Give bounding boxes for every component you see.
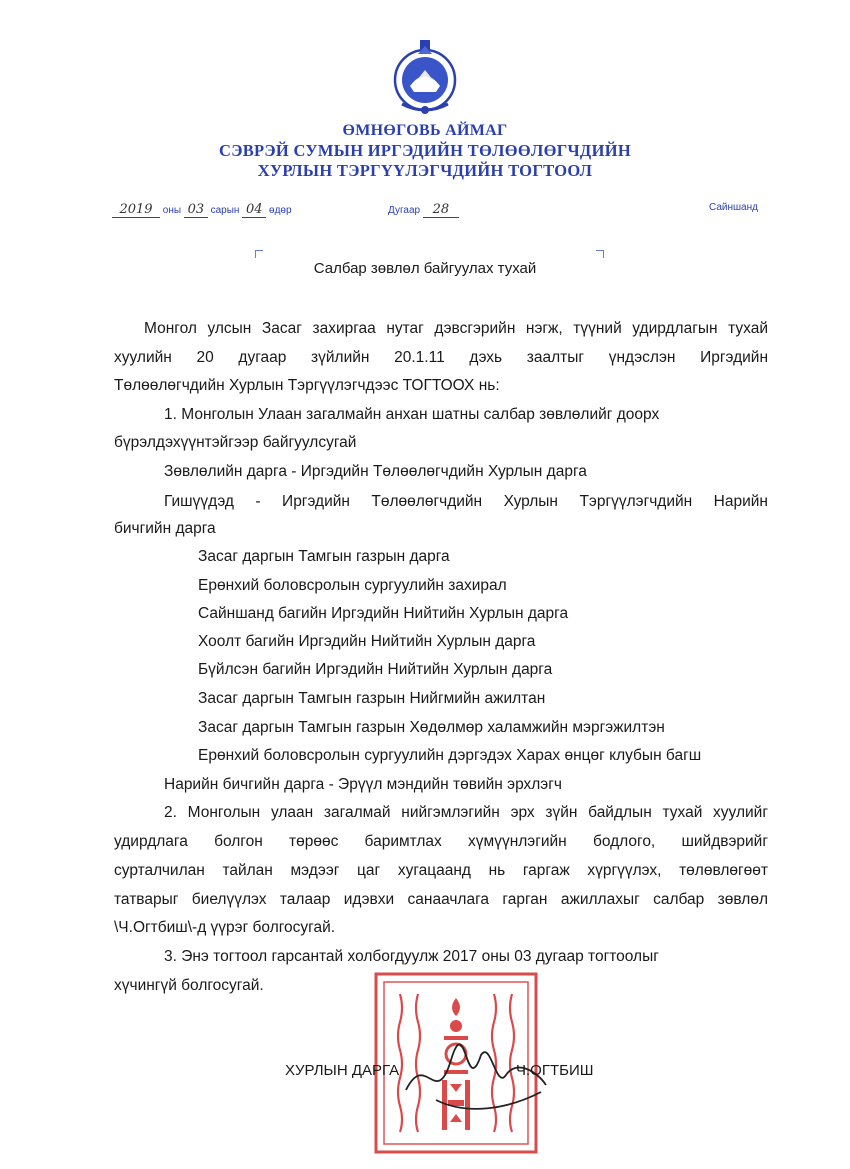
item2-line-2: удирдлага болгон төрөөс баримтлах хүмүүнлэгийн бодлого, шийдвэрийг [114,833,768,850]
item3-line-2: хүчингүй болгосугай. [114,977,264,994]
council-title: СЭВРЭЙ СУМЫН ИРГЭДИЙН ТӨЛӨӨЛӨГЧДИЙН [219,141,631,160]
preamble-line-2: хуулийн 20 дугаар зүйлийн 20.1.11 дэхь заалтыг үндэслэн Иргэдийн [114,349,768,366]
resolution-number: 28 [423,202,459,218]
item3-line-1: 3. Энэ тогтоол гарсантай холбогдуулж 2017 оны 03 дугаар тогтоолыг [164,948,659,965]
member-item: Засаг даргын Тамгын газрын Хөдөлмөр халамжийн мэргэжилтэн [198,719,665,736]
date-year-suffix: оны [162,205,182,216]
item2-line-3: сурталчилан тайлан мэдээг цаг хугацаанд нь гаргаж хүргүүлэх, төлөвлөгөөт [114,862,768,879]
item2-line-5: \Ч.Огтбиш\-д үүрэг болгосугай. [114,919,336,936]
member-item: Ерөнхий боловсролын сургуулийн захирал [198,577,507,594]
date-month: 03 [184,202,208,218]
place-name: Сайншанд [709,202,758,213]
preamble-line-1: Монгол улсын Засаг захиргаа нутаг дэвсгэрийн нэгж, түүний удирдлагын тухай [144,320,768,337]
number-label: Дугаар [388,205,421,216]
council-chair: Зөвлөлийн дарга - Иргэдийн Төлөөлөгчдийн Хурлын дарга [164,463,587,480]
members-intro-line-1: Гишүүдэд - Иргэдийн Төлөөлөгчдийн Хурлын Тэргүүлэгчдийн Нарийн [164,493,768,510]
number-line [388,202,459,218]
resolution-title: ХУРЛЫН ТЭРГҮҮЛЭГЧДИЙН ТОГТООЛ [257,161,593,180]
preamble-line-3: Төлөөлөгчдийн Хурлын Тэргүүлэгчдээс ТОГТООХ нь: [114,377,500,394]
date-day: 04 [242,202,266,218]
date-day-suffix: өдөр [269,205,292,216]
subject-title: Салбар зөвлөл байгуулах тухай [313,260,537,277]
signatory-title: ХУРЛЫН ДАРГА [285,1062,400,1079]
members-intro-line-2: бичгийн дарга [114,520,216,537]
member-item: Бүйлсэн багийн Иргэдийн Нийтийн Хурлын дарга [198,661,553,678]
member-item: Ерөнхий боловсролын сургуулийн дэргэдэх Харах өнцөг клубын багш [198,747,702,764]
date-line [112,202,292,218]
aimag-title: ӨМНӨГОВЬ АЙМАГ [342,122,508,139]
date-year: 2019 [112,202,160,218]
item1-line-2: бүрэлдэхүүнтэйгээр байгуулсугай [114,434,357,451]
member-item: Засаг даргын Тамгын газрын Нийгмийн ажилтан [198,690,546,707]
item2-line-4: татварыг биелүүлэх талаар идэвхи санаачлага гарган ажиллахыг салбар зөвлөл [114,891,768,908]
member-item: Сайншанд багийн Иргэдийн Нийтийн Хурлын дарга [198,605,569,622]
member-item: Засаг даргын Тамгын газрын дарга [198,548,450,565]
corner-mark-left [255,250,263,258]
item1-line-1: 1. Монголын Улаан загалмайн анхан шатны салбар зөвлөлийг доорх [164,406,660,423]
corner-mark-right [596,250,604,258]
signatory-name: Ч.ОГТБИШ [516,1062,594,1079]
council-secretary: Нарийн бичгийн дарга - Эрүүл мэндийн төвийн эрхлэгч [164,776,562,793]
item2-line-1: 2. Монголын улаан загалмай нийгэмлэгийн эрх зүйн байдлын тухай хуулийг [164,804,768,821]
date-month-suffix: сарын [210,205,240,216]
member-item: Хоолт багийн Иргэдийн Нийтийн Хурлын дарга [198,633,536,650]
state-emblem-icon [390,36,460,118]
